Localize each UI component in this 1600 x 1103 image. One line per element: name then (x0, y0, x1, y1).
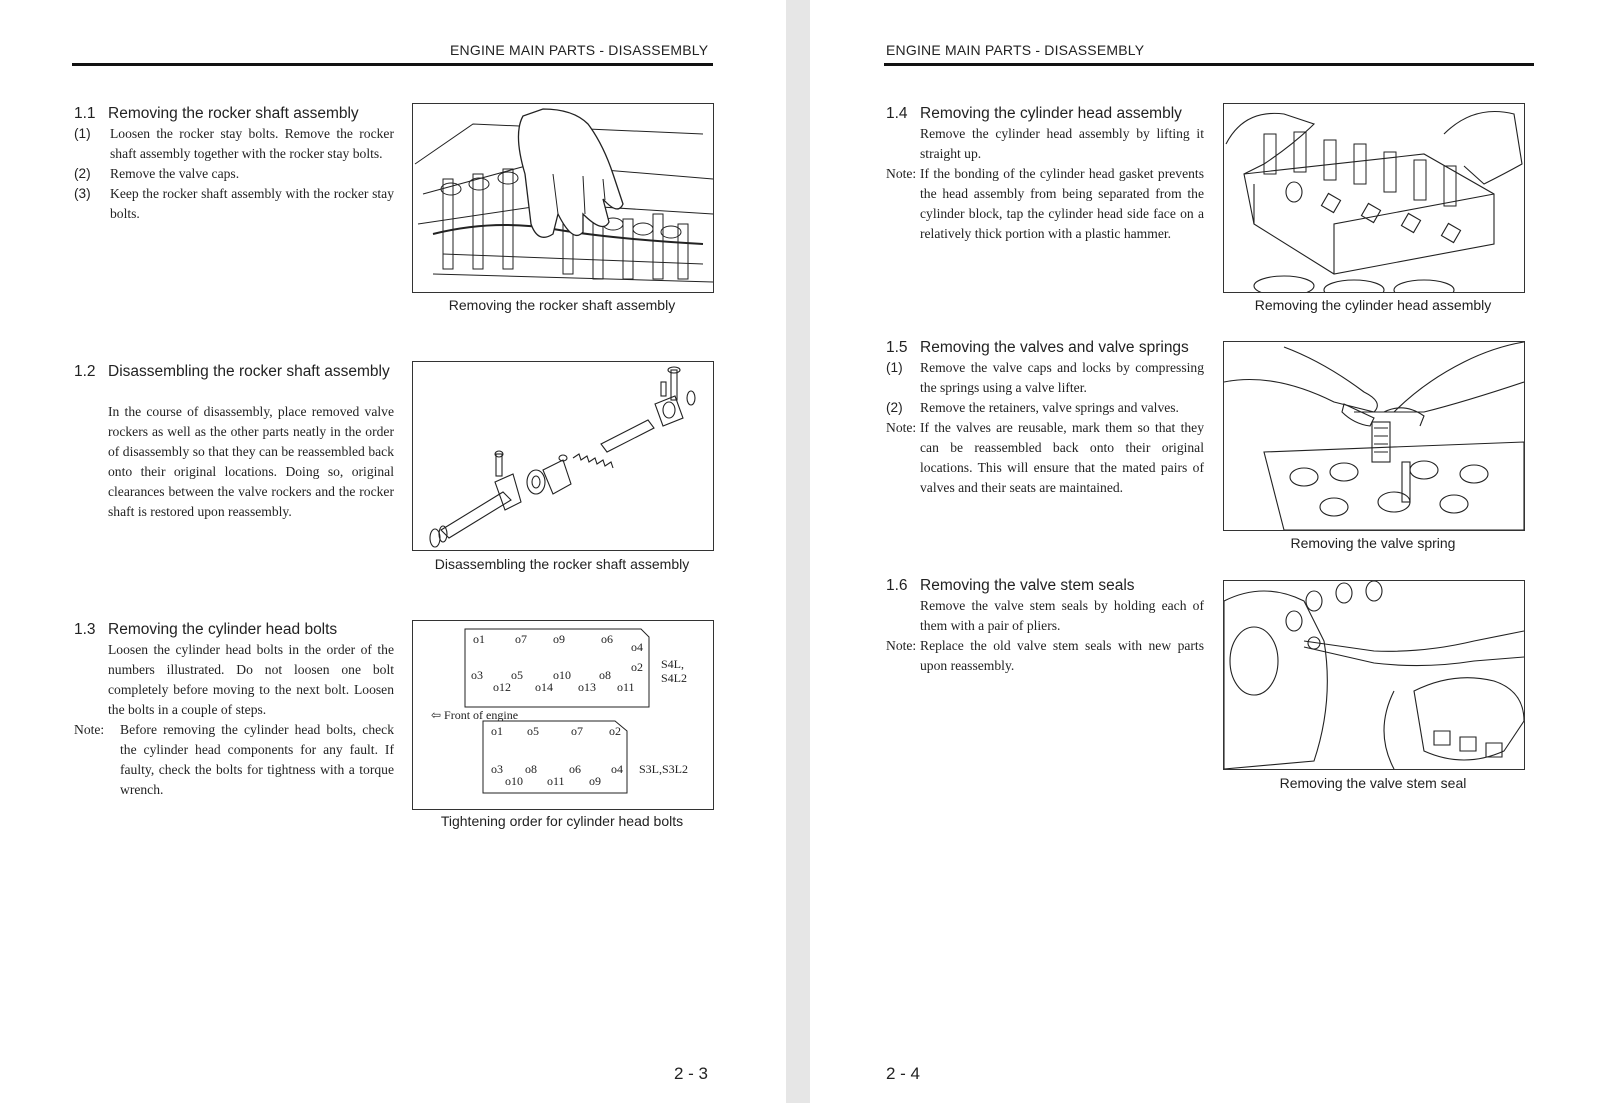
bolt-number: o5 (511, 668, 523, 682)
page-number: 2 - 4 (886, 1064, 921, 1083)
note (886, 164, 1204, 244)
bolt-number: o3 (471, 668, 483, 682)
note-label: Note: (886, 420, 917, 435)
section-title-text: Removing the cylinder head bolts (108, 621, 338, 638)
item-text: Remove the retainers, valve springs and valves. (920, 400, 1179, 415)
note-label: Note: (74, 722, 105, 737)
rocker-shaft-removal-figure (412, 103, 714, 293)
valve-spring-illustration (1224, 342, 1524, 530)
section-body-1-5 (886, 358, 1204, 498)
section-note-1-4 (886, 164, 1204, 244)
section-number: 1.6 (886, 577, 908, 594)
bolt-number: o10 (505, 774, 523, 788)
section-note-1-3 (74, 720, 394, 800)
item-label: (2) (74, 166, 91, 181)
bolt-number: o2 (631, 660, 643, 674)
section-title-1-1 (74, 104, 404, 124)
bolt-number: o5 (527, 724, 539, 738)
bolt-number: o6 (601, 632, 613, 646)
section-number: 1.2 (74, 363, 96, 380)
item-text: Remove the valve caps. (110, 166, 240, 181)
left-page (0, 0, 786, 1103)
section-body-1-2: In the course of disassembly, place removed valve rockers as well as the other parts neatly in the order of disassembly so that they can be reassembled back onto their original locations. Doing so, original clearances between the valve rockers and the rocker shaft is restored upon reassembly. (108, 404, 394, 519)
bolt-number: o6 (569, 762, 581, 776)
section-title-1-5 (886, 338, 1216, 358)
bolt-number: o7 (515, 632, 527, 646)
bolt-number: o10 (553, 668, 571, 682)
figure-caption: Removing the rocker shaft assembly (448, 297, 676, 313)
header-rule (72, 63, 713, 66)
page-header: ENGINE MAIN PARTS - DISASSEMBLY (886, 42, 1145, 58)
section-number: 1.1 (74, 105, 96, 122)
model-label: S4L2 (661, 671, 688, 685)
section-body-1-6: Remove the valve stem seals by holding each of them with a pair of pliers. (920, 598, 1204, 633)
section-body-1-4: Remove the cylinder head assembly by lifting it straight up. (920, 126, 1204, 161)
list-item (74, 164, 394, 184)
rocker-shaft-disassembly-figure (412, 361, 714, 551)
bolt-number: o7 (571, 724, 583, 738)
section-title-text: Removing the valve stem seals (920, 577, 1135, 594)
item-label: (1) (886, 360, 903, 375)
bottom-bolt-labels (491, 724, 623, 788)
model-label: S4L, (661, 657, 685, 671)
bolt-number: o12 (493, 680, 511, 694)
section-title-text: Disassembling the rocker shaft assembly (108, 363, 390, 380)
pliers-illustration (1224, 581, 1524, 769)
note-label: Note: (886, 638, 917, 653)
item-text: Keep the rocker shaft assembly with the rocker stay bolts. (110, 186, 394, 221)
bolt-number: o8 (525, 762, 537, 776)
item-text: Loosen the rocker stay bolts. Remove the rocker shaft assembly together with the rocker stay bolts. (110, 126, 394, 161)
bolt-number: o8 (599, 668, 611, 682)
list-item (886, 398, 1204, 418)
section-title-text: Removing the valves and valve springs (920, 339, 1189, 356)
item-label: (2) (886, 400, 903, 415)
note-text: Before removing the cylinder head bolts, check the cylinder head components for any fault. If faulty, check the bolts for tightness with a torque wrench. (120, 722, 394, 797)
bolt-number: o1 (491, 724, 503, 738)
bolt-number: o11 (547, 774, 565, 788)
page-header: ENGINE MAIN PARTS - DISASSEMBLY (450, 42, 709, 58)
item-text: Remove the valve caps and locks by compressing the springs using a valve lifter. (920, 360, 1204, 395)
right-page (810, 0, 1600, 1103)
cylinder-head-illustration (1224, 104, 1524, 292)
note (886, 636, 1204, 676)
section-title-1-4 (886, 104, 1216, 124)
note-label: Note: (886, 166, 917, 181)
rocker-parts-exploded-illustration (413, 362, 713, 550)
section-title-text: Removing the rocker shaft assembly (108, 105, 359, 122)
section-title-text: Removing the cylinder head assembly (920, 105, 1182, 122)
list-item (886, 358, 1204, 398)
page-number: 2 - 3 (674, 1064, 709, 1083)
list-item (74, 124, 394, 164)
section-title-1-3 (74, 620, 404, 640)
section-number: 1.3 (74, 621, 96, 638)
section-note-1-6 (886, 636, 1204, 676)
section-body-1-1 (74, 124, 394, 224)
section-body-1-3: Loosen the cylinder head bolts in the order of the numbers illustrated. Do not loosen one bolt completely before moving to the next bolt. Loosen the bolts in a couple of steps. (108, 642, 394, 717)
figure-caption: Removing the valve spring (1290, 535, 1456, 551)
top-bolt-labels (471, 632, 643, 694)
bolt-number: o13 (578, 680, 596, 694)
bolt-number: o4 (631, 640, 643, 654)
section-title-1-2 (74, 362, 394, 382)
valve-spring-removal-figure (1223, 341, 1525, 531)
list-item (74, 184, 394, 224)
bolt-number: o9 (553, 632, 565, 646)
bolt-number: o2 (609, 724, 621, 738)
figure-caption: Tightening order for cylinder head bolts (440, 813, 684, 829)
bolt-number: o1 (473, 632, 485, 646)
figure-caption: Removing the cylinder head assembly (1254, 297, 1492, 313)
bolt-number: o4 (611, 762, 623, 776)
note-text: If the bonding of the cylinder head gasket prevents the head assembly from being separated from the cylinder block, tap the cylinder head side face on a relatively thick portion with a plastic hammer. (920, 166, 1204, 241)
figure-caption: Removing the valve stem seal (1279, 775, 1467, 791)
note-text: If the valves are reusable, mark them so that they can be reassembled back onto their original locations. This will ensure that the mated pairs of valves and their seats are maintained. (920, 420, 1204, 495)
note-text: Replace the old valve stem seals with new parts upon reassembly. (920, 638, 1204, 673)
bolt-number: o9 (589, 774, 601, 788)
bolt-order-svg (413, 621, 713, 809)
figure-caption: Disassembling the rocker shaft assembly (434, 556, 690, 572)
item-label: (3) (74, 186, 91, 201)
bolt-number: o11 (617, 680, 635, 694)
section-title-1-6 (886, 576, 1216, 596)
front-of-engine-label: ⇦ Front of engine (431, 708, 519, 722)
bolt-number: o3 (491, 762, 503, 776)
section-number: 1.5 (886, 339, 908, 356)
header-rule (884, 63, 1534, 66)
note (886, 418, 1204, 498)
cylinder-head-bolt-order-diagram (412, 620, 714, 810)
valve-stem-seal-removal-figure (1223, 580, 1525, 770)
rocker-shaft-illustration (413, 104, 713, 292)
note (74, 720, 394, 800)
bolt-number: o14 (535, 680, 553, 694)
cylinder-head-removal-figure (1223, 103, 1525, 293)
model-label: S3L,S3L2 (639, 762, 689, 776)
section-number: 1.4 (886, 105, 908, 122)
item-label: (1) (74, 126, 91, 141)
